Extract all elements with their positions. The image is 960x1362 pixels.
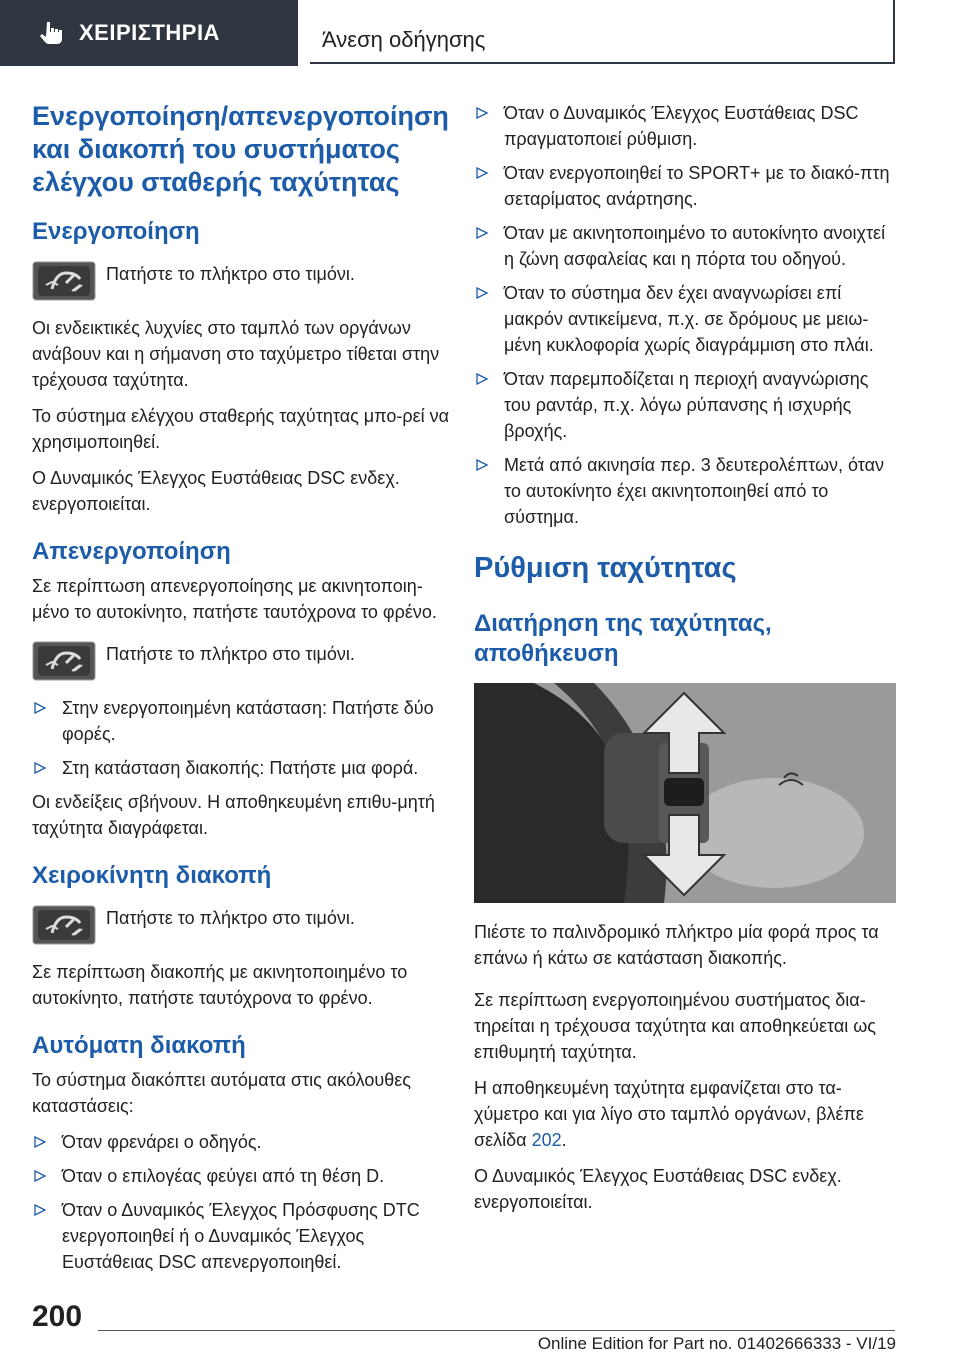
edition-text: Online Edition for Part no. 01402666333 - VI/19 (537, 1334, 896, 1353)
list-item: Όταν ο Δυναμικός Έλεγχος Ευστάθειας DSC πραγματοποιεί ρύθμιση. (474, 100, 896, 152)
footer-divider (98, 1330, 895, 1331)
speed-title: Ρύθμιση ταχύτητας (474, 552, 737, 584)
left-column (32, 100, 452, 1283)
deactivate-heading: Απενεργοποίηση (32, 538, 231, 565)
list-item: Όταν ο Δυναμικός Έλεγχος Πρόσφυσης DTC ενεργοποιηθεί ή ο Δυναμικός Έλεγχος Ευστάθειας DSC απενεργοποιηθεί. (32, 1197, 452, 1275)
list-item: Στην ενεργοποιημένη κατάσταση: Πατήστε δύο φορές. (32, 695, 452, 747)
chapter-title: Άνεση οδήγησης (322, 27, 486, 52)
main-title: Ενεργοποίηση/απενεργοποίηση και διακοπή του συστήματος ελέγχου σταθερής ταχύτητας (32, 101, 449, 197)
manual-text: Σε περίπτωση διακοπής με ακινητοποιημένο το αυτοκίνητο, πατήστε ταυτόχρονα το φρένο. (32, 962, 408, 1008)
triangle-bullet-icon (476, 227, 488, 239)
deactivate-intro: Σε περίπτωση απενεργοποίησης με ακινητοποιη-μένο το αυτοκίνητο, πατήστε ταυτόχρονα το φρένο. (32, 576, 437, 622)
activate-paragraph: Το σύστημα ελέγχου σταθερής ταχύτητας μπο-ρεί να χρησιμοποιηθεί. (32, 406, 450, 452)
list-item: Μετά από ακινησία περ. 3 δευτερολέπτων, όταν το αυτοκίνητο έχει ακινητοποιηθεί από το σύστημα. (474, 452, 896, 530)
triangle-bullet-icon (34, 1136, 46, 1148)
page-link[interactable]: 202 (531, 1130, 562, 1150)
manual-heading: Χειροκίνητη διακοπή (32, 862, 272, 889)
page-number: 200 (32, 1300, 83, 1333)
list-item: Όταν το σύστημα δεν έχει αναγνωρίσει επί μακρόν αντικείμενα, π.χ. σε δρόμους με μειω-μένη κυκλοφορία χωρίς διαγράμμιση στο πλάι. (474, 280, 896, 358)
button-instruction-text: Πατήστε το πλήκτρο στο τιμόνι. (106, 644, 355, 664)
triangle-bullet-icon (476, 107, 488, 119)
section-tab (0, 0, 298, 66)
button-instruction (32, 261, 452, 301)
section-label: ΧΕΙΡΙΣΤΗΡΙΑ (79, 20, 220, 45)
list-item: Όταν φρενάρει ο οδηγός. (32, 1129, 452, 1155)
hand-pointer-icon (37, 19, 65, 47)
auto-intro: Το σύστημα διακόπτει αυτόματα στις ακόλουθες καταστάσεις: (32, 1070, 411, 1116)
button-instruction (32, 641, 452, 681)
cruise-control-button-icon (32, 261, 96, 301)
list-item: Όταν ο επιλογέας φεύγει από τη θέση D. (32, 1163, 452, 1189)
triangle-bullet-icon (34, 762, 46, 774)
triangle-bullet-icon (34, 1170, 46, 1182)
auto-list-continued (474, 100, 896, 530)
auto-list (32, 1129, 452, 1275)
chapter-box (310, 0, 895, 64)
auto-heading: Αυτόματη διακοπή (32, 1032, 246, 1059)
activate-paragraph: Οι ενδεικτικές λυχνίες στο ταμπλό των οργάνων ανάβουν και η σήμανση στο ταχύμετρο τίθεται στην τρέχουσα ταχύτητα. (32, 318, 440, 390)
list-item: Όταν παρεμποδίζεται η περιοχή αναγνώρισης του ραντάρ, π.χ. λόγω ρύπανσης ή ισχυρής βροχής. (474, 366, 896, 444)
maintain-paragraph: Σε περίπτωση ενεργοποιημένου συστήματος δια-τηρείται η τρέχουσα ταχύτητα και αποθηκεύεται ως επιθυμητή ταχύτητα. (474, 990, 876, 1062)
triangle-bullet-icon (34, 1204, 46, 1216)
right-column (474, 100, 896, 1225)
steering-wheel-rocker-photo (474, 683, 896, 903)
deactivate-list (32, 695, 452, 781)
button-instruction (32, 905, 452, 945)
maintain-heading: Διατήρηση της ταχύτητας, αποθήκευση (474, 610, 772, 667)
triangle-bullet-icon (476, 287, 488, 299)
triangle-bullet-icon (34, 702, 46, 714)
button-instruction-text: Πατήστε το πλήκτρο στο τιμόνι. (106, 908, 355, 928)
photo-caption: Πιέστε το παλινδρομικό πλήκτρο μία φορά προς τα επάνω ή κάτω σε κατάσταση διακοπής. (474, 922, 879, 968)
triangle-bullet-icon (476, 373, 488, 385)
list-item: Όταν ενεργοποιηθεί το SPORT+ με το διακό-πτη σεταρίματος ανάρτησης. (474, 160, 896, 212)
maintain-paragraph: Η αποθηκευμένη ταχύτητα εμφανίζεται στο τα-χύμετρο και για λίγο στο ταμπλό οργάνων, βλέπε σελίδα 202. (474, 1078, 864, 1150)
activate-paragraph: Ο Δυναμικός Έλεγχος Ευστάθειας DSC ενδεχ. ενεργοποιείται. (32, 468, 400, 514)
activate-heading: Ενεργοποίηση (32, 218, 200, 245)
cruise-control-button-icon (32, 641, 96, 681)
button-instruction-text: Πατήστε το πλήκτρο στο τιμόνι. (106, 264, 355, 284)
list-item: Όταν με ακινητοποιημένο το αυτοκίνητο ανοιχτεί η ζώνη ασφαλείας και η πόρτα του οδηγού. (474, 220, 896, 272)
triangle-bullet-icon (476, 459, 488, 471)
deactivate-outro: Οι ενδείξεις σβήνουν. Η αποθηκευμένη επιθυ-μητή ταχύτητα διαγράφεται. (32, 792, 435, 838)
cruise-control-button-icon (32, 905, 96, 945)
list-item: Στη κατάσταση διακοπής: Πατήστε μια φορά. (32, 755, 452, 781)
maintain-paragraph: Ο Δυναμικός Έλεγχος Ευστάθειας DSC ενδεχ. ενεργοποιείται. (474, 1166, 842, 1212)
triangle-bullet-icon (476, 167, 488, 179)
